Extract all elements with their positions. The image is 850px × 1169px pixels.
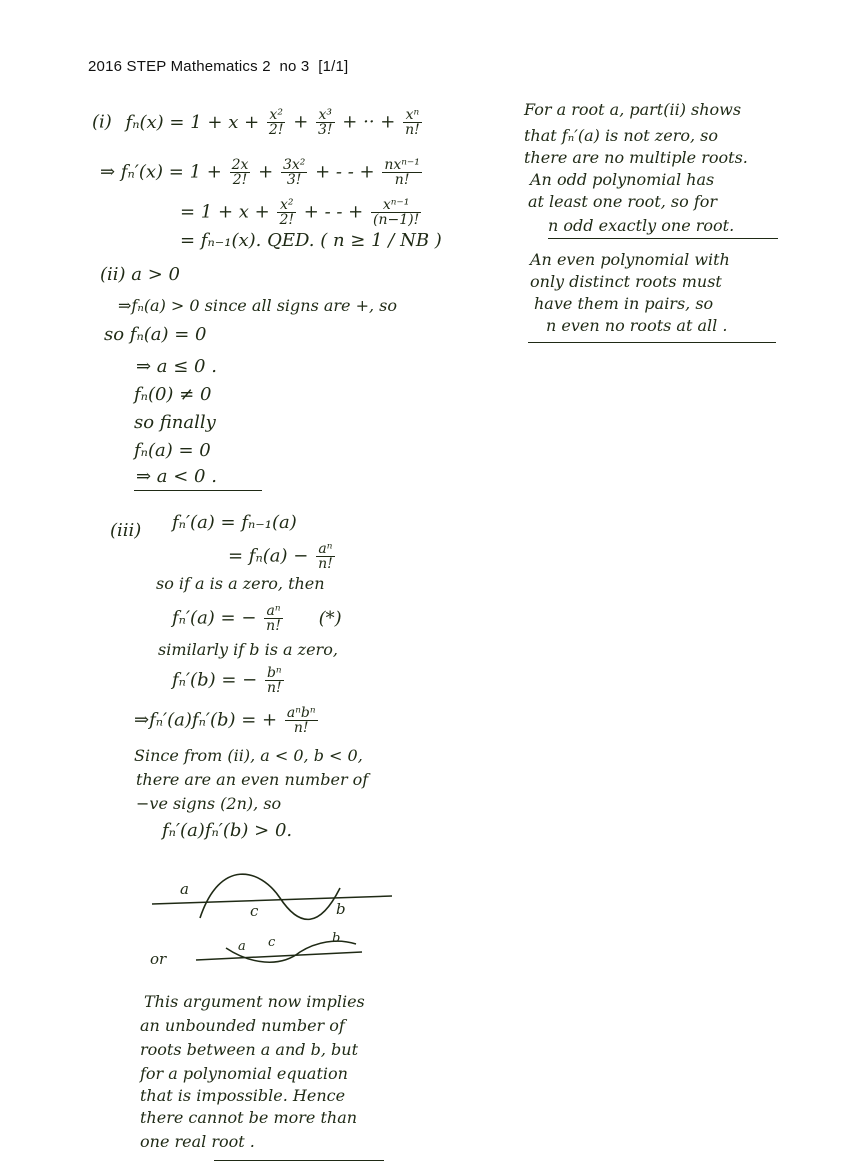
part-ii-line2: so fₙ(a) = 0 xyxy=(104,324,207,345)
expression: ⇒fₙ′(a)fₙ′(b) = + xyxy=(134,709,278,731)
bottom-label-a: a xyxy=(238,939,246,954)
conclusion-line5: that is impossible. Hence xyxy=(140,1086,346,1105)
fraction: $\frac{2x}{2!}$ xyxy=(231,157,249,188)
right-col-line3: there are no multiple roots. xyxy=(524,148,748,167)
underline xyxy=(548,238,778,239)
underline xyxy=(134,490,262,491)
right-col-line1: For a root a, part(ii) shows xyxy=(524,100,742,119)
part-iii-line8: Since from (ii), a < 0, b < 0, xyxy=(134,746,363,765)
bottom-label-c: c xyxy=(268,935,276,950)
part-iii-line9: there are an even number of xyxy=(136,770,369,789)
fraction: $\frac{\text{xⁿ}}{n!}$ xyxy=(405,107,420,138)
part-iii-line2 xyxy=(228,542,337,571)
part-iii-line11: fₙ′(a)fₙ′(b) > 0. xyxy=(162,820,293,841)
fraction: $\frac{\text{3x²}}{3!}$ xyxy=(282,157,306,188)
ellipsis: + - - + xyxy=(315,161,375,183)
part-iii-line7 xyxy=(134,706,320,735)
ellipsis: + - - + xyxy=(303,201,364,223)
right-col-line7: An even polynomial with xyxy=(530,250,730,269)
part-ii-line7: ⇒ a < 0 . xyxy=(136,466,217,487)
part-iii-line1: fₙ′(a) = fₙ₋₁(a) xyxy=(172,512,297,533)
derivative-lhs: ⇒ fₙ′(x) = 1 + xyxy=(100,161,222,183)
conclusion-line4: for a polynomial equation xyxy=(140,1064,348,1083)
page-header: 2016 STEP Mathematics 2 no 3 [1/1] xyxy=(88,58,349,75)
right-col-line5: at least one root, so for xyxy=(528,192,718,211)
expression: fₙ′(a) = − xyxy=(172,607,257,629)
bottom-axis-line xyxy=(196,952,362,960)
or-label: or xyxy=(150,950,167,968)
fraction: $\frac{\text{x²}}{2!}$ xyxy=(268,107,284,138)
fraction: $\frac{\text{xⁿ⁻¹}}{(n-1)!}$ xyxy=(373,197,420,228)
expression: = fₙ(a) − xyxy=(228,545,309,567)
top-curve xyxy=(200,874,340,919)
underline xyxy=(214,1160,384,1161)
conclusion-line6: there cannot be more than xyxy=(140,1108,358,1127)
part-ii-line1: ⇒fₙ(a) > 0 since all signs are +, so xyxy=(118,296,398,315)
part-i-line1 xyxy=(92,108,424,137)
equation-marker: (*) xyxy=(318,607,342,629)
conclusion-line3: roots between a and b, but xyxy=(140,1040,358,1059)
part-iii-label: (iii) xyxy=(110,520,142,541)
part-i-line2 xyxy=(100,158,424,187)
top-label-c: c xyxy=(250,902,259,920)
plus-sign: + xyxy=(258,161,274,183)
conclusion-line7: one real root . xyxy=(140,1132,255,1151)
ellipsis: + ·· + xyxy=(342,111,396,133)
bottom-label-b: b xyxy=(332,931,341,946)
fraction: $\frac{\text{aⁿ}}{n!}$ xyxy=(318,541,333,572)
fraction: $\frac{\text{aⁿ}}{n!}$ xyxy=(266,603,281,634)
top-label-b: b xyxy=(336,900,346,918)
part-i-line4: = fₙ₋₁(x). QED. ( n ≥ 1 / NB ) xyxy=(180,230,442,251)
plus-sign: + xyxy=(293,111,309,133)
right-col-line2: that fₙ′(a) is not zero, so xyxy=(524,126,718,145)
part-i-line3 xyxy=(180,198,423,227)
right-col-line4: An odd polynomial has xyxy=(530,170,715,189)
fraction: $\frac{\text{nxⁿ⁻¹}}{n!}$ xyxy=(384,157,420,188)
underline xyxy=(528,342,776,343)
part-ii-line5: so finally xyxy=(134,412,216,433)
part-ii-label: (ii) a > 0 xyxy=(100,264,180,285)
right-col-line10: n even no roots at all . xyxy=(546,316,728,335)
right-col-line9: have them in pairs, so xyxy=(534,294,714,313)
fraction: $\frac{\text{x²}}{2!}$ xyxy=(279,197,295,228)
fraction: $\frac{\text{aⁿbⁿ}}{n!}$ xyxy=(286,705,316,736)
top-label-a: a xyxy=(180,880,189,898)
part-ii-line4: fₙ(0) ≠ 0 xyxy=(134,384,212,405)
right-col-line8: only distinct roots must xyxy=(530,272,722,291)
part-iii-line6 xyxy=(172,666,286,695)
fraction: $\frac{\text{x³}}{3!}$ xyxy=(318,107,333,138)
part-iii-line5: similarly if b is a zero, xyxy=(158,640,338,659)
part-iii-line4 xyxy=(172,604,342,633)
right-col-line6: n odd exactly one root. xyxy=(548,216,735,235)
part-i-fn-definition: fₙ(x) = 1 + x + xyxy=(125,111,260,133)
part-iii-line10: −ve signs (2n), so xyxy=(136,794,282,813)
conclusion-line2: an unbounded number of xyxy=(140,1016,345,1035)
part-i-label: (i) xyxy=(92,111,112,133)
part-ii-line3: ⇒ a ≤ 0 . xyxy=(136,356,217,377)
part-iii-line3: so if a is a zero, then xyxy=(156,574,325,593)
part-ii-line6: fₙ(a) = 0 xyxy=(134,440,211,461)
simplified-lhs: = 1 + x + xyxy=(180,201,270,223)
expression: fₙ′(b) = − xyxy=(172,669,258,691)
roots-sketch xyxy=(140,868,410,978)
fraction: $\frac{\text{bⁿ}}{n!}$ xyxy=(266,665,282,696)
conclusion-line1: This argument now implies xyxy=(144,992,365,1011)
